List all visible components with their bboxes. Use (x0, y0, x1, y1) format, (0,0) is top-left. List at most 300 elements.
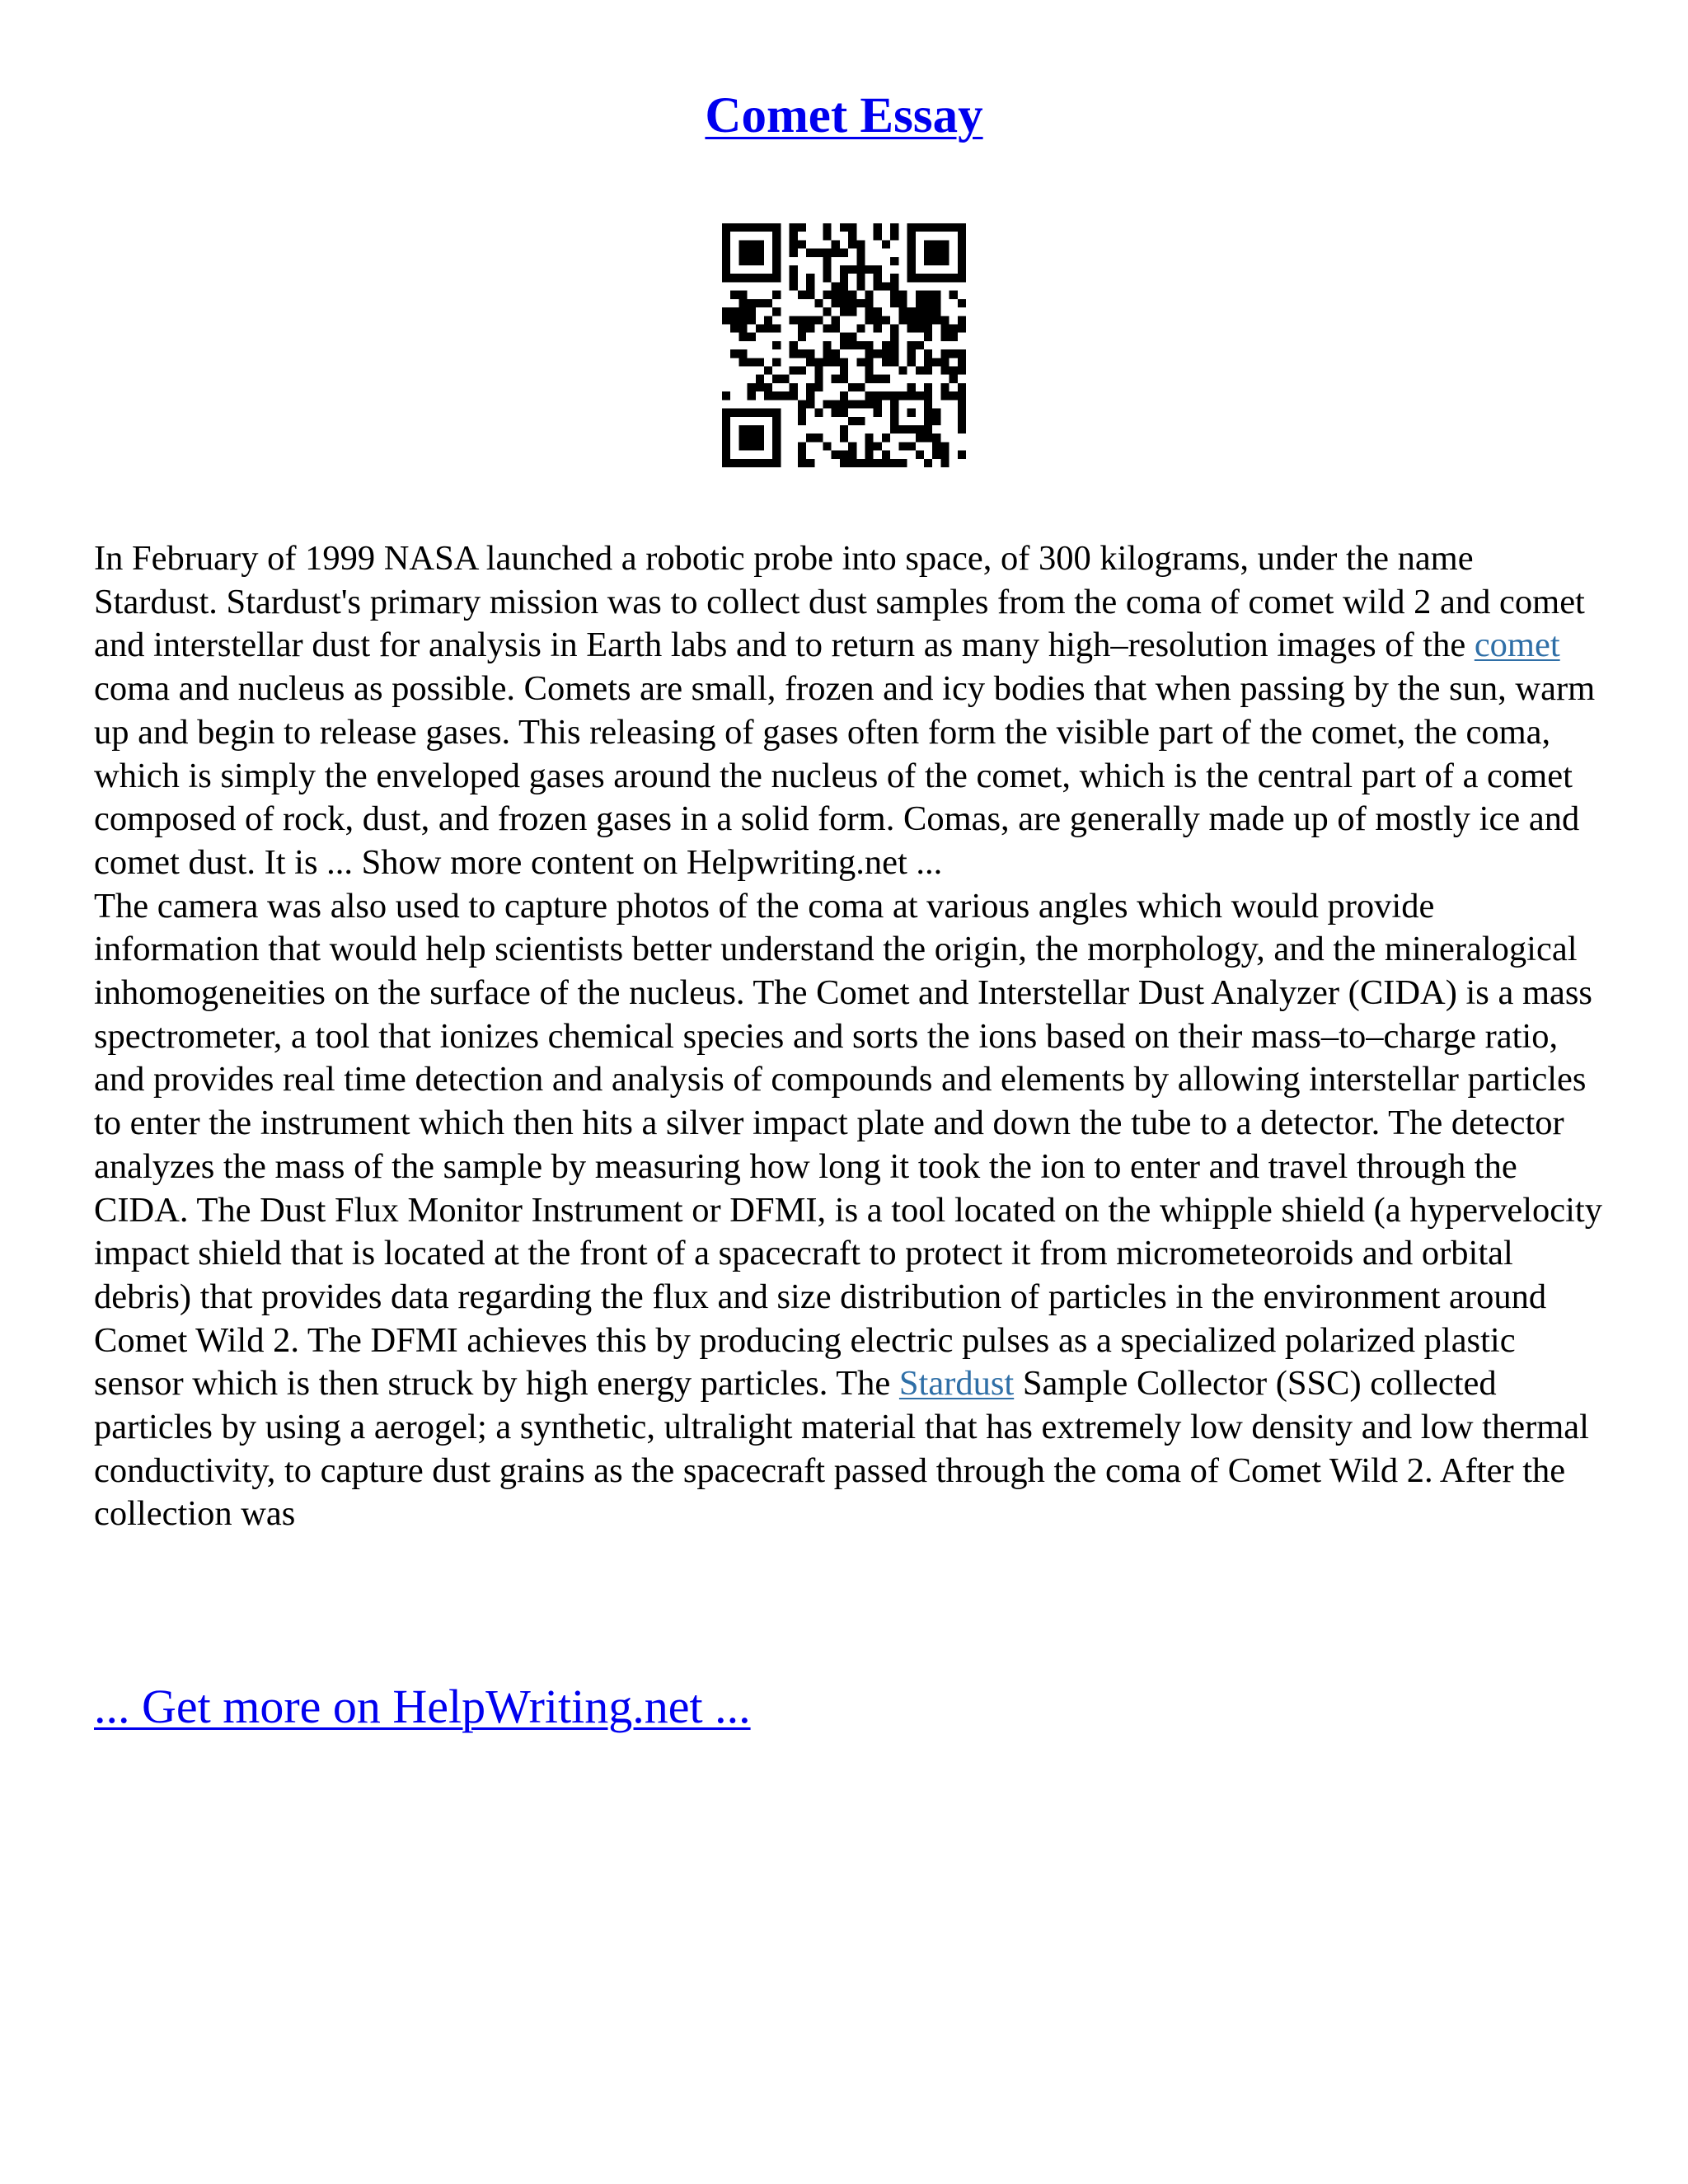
qr-module (890, 274, 898, 282)
qr-module (823, 265, 831, 274)
qr-module (940, 367, 949, 375)
qr-module (748, 459, 756, 467)
qr-module (856, 324, 865, 332)
qr-module (890, 358, 898, 366)
qr-module (932, 307, 940, 316)
qr-module (916, 274, 924, 282)
qr-module (890, 291, 898, 299)
qr-module (790, 383, 798, 391)
qr-module (924, 307, 932, 316)
qr-module (798, 316, 806, 324)
qr-module (814, 375, 823, 383)
qr-module (730, 316, 738, 324)
qr-module (882, 459, 890, 467)
qr-module (730, 291, 738, 299)
qr-module (832, 299, 840, 307)
qr-module (840, 391, 848, 400)
qr-module (848, 333, 856, 341)
qr-module (772, 232, 781, 240)
qr-module (738, 442, 747, 450)
qr-module (814, 383, 823, 391)
qr-module (738, 223, 747, 232)
qr-module (940, 358, 949, 366)
qr-module (840, 400, 848, 408)
get-more-section (94, 1678, 751, 1736)
qr-module (950, 291, 958, 299)
qr-module (772, 291, 781, 299)
qr-module (798, 324, 806, 332)
qr-module (823, 442, 831, 450)
qr-module (730, 307, 738, 316)
qr-module (958, 391, 966, 400)
qr-module (756, 240, 764, 248)
qr-module (940, 223, 949, 232)
qr-module (924, 240, 932, 248)
qr-module (806, 324, 814, 332)
qr-module (798, 367, 806, 375)
qr-module (840, 341, 848, 349)
qr-module (907, 349, 916, 358)
qr-module (738, 409, 747, 417)
qr-module (756, 299, 764, 307)
qr-module (764, 367, 772, 375)
qr-module (940, 274, 949, 282)
qr-module (748, 299, 756, 307)
qr-module (840, 459, 848, 467)
qr-module (840, 333, 848, 341)
qr-module (865, 434, 874, 442)
stardust-link[interactable]: Stardust (898, 1364, 1015, 1404)
qr-module (722, 265, 730, 274)
qr-module (856, 459, 865, 467)
qr-module (748, 391, 756, 400)
qr-module (865, 367, 874, 375)
qr-module (916, 451, 924, 459)
qr-module (722, 316, 730, 324)
qr-module (865, 400, 874, 408)
qr-module (890, 232, 898, 240)
qr-module (958, 324, 966, 332)
qr-module (848, 265, 856, 274)
qr-module (848, 442, 856, 450)
qr-module (722, 417, 730, 425)
qr-module (722, 409, 730, 417)
qr-module (932, 223, 940, 232)
qr-module (890, 349, 898, 358)
qr-module (764, 391, 772, 400)
qr-module (756, 425, 764, 434)
qr-module (940, 391, 949, 400)
qr-module (722, 442, 730, 450)
qr-module (950, 391, 958, 400)
qr-module (958, 249, 966, 257)
qr-module (924, 324, 932, 332)
qr-module (748, 434, 756, 442)
qr-module (898, 442, 907, 450)
qr-module (856, 282, 865, 290)
qr-module (772, 391, 781, 400)
qr-module (806, 316, 814, 324)
qr-module (907, 358, 916, 366)
qr-module (932, 417, 940, 425)
qr-module (790, 240, 798, 248)
qr-module (890, 391, 898, 400)
qr-module (865, 451, 874, 459)
qr-module (814, 434, 823, 442)
qr-module (832, 316, 840, 324)
qr-module (856, 417, 865, 425)
qr-module (764, 459, 772, 467)
qr-module (748, 257, 756, 265)
qr-module (814, 299, 823, 307)
paragraph-1 (94, 537, 1602, 885)
essay-body (94, 537, 1602, 1536)
qr-module (958, 274, 966, 282)
qr-module (823, 223, 831, 232)
qr-module (890, 257, 898, 265)
qr-module (840, 409, 848, 417)
qr-module (907, 383, 916, 391)
qr-module (856, 265, 865, 274)
qr-module (865, 299, 874, 307)
qr-module (722, 249, 730, 257)
qr-module (865, 291, 874, 299)
qr-module (814, 249, 823, 257)
qr-module (932, 442, 940, 450)
comet-link[interactable]: comet (1474, 626, 1560, 665)
qr-module (924, 299, 932, 307)
qr-module (790, 232, 798, 240)
qr-module (907, 223, 916, 232)
qr-module (932, 249, 940, 257)
qr-module (722, 257, 730, 265)
qr-module (924, 223, 932, 232)
qr-module (738, 316, 747, 324)
qr-module (848, 223, 856, 232)
qr-module (848, 240, 856, 248)
qr-module (730, 409, 738, 417)
qr-module (832, 400, 840, 408)
qr-module (940, 442, 949, 450)
qr-module (865, 375, 874, 383)
qr-module (748, 307, 756, 316)
qr-module (907, 307, 916, 316)
qr-module (823, 324, 831, 332)
qr-module (848, 459, 856, 467)
qr-module (814, 367, 823, 375)
qr-module (907, 257, 916, 265)
qr-module (798, 409, 806, 417)
get-more-link[interactable]: ... Get more on HelpWriting.net ... (94, 1680, 751, 1733)
qr-module (848, 451, 856, 459)
qr-module (848, 417, 856, 425)
qr-module (924, 274, 932, 282)
qr-module (738, 274, 747, 282)
qr-module (756, 249, 764, 257)
qr-module (907, 324, 916, 332)
qr-module (798, 400, 806, 408)
qr-module (958, 257, 966, 265)
qr-module (748, 274, 756, 282)
qr-module (722, 391, 730, 400)
qr-module (890, 425, 898, 434)
qr-module (856, 249, 865, 257)
qr-module (874, 391, 882, 400)
qr-module (907, 442, 916, 450)
qr-module (772, 442, 781, 450)
qr-module (916, 425, 924, 434)
qr-module (874, 232, 882, 240)
qr-module (924, 316, 932, 324)
qr-module (832, 291, 840, 299)
qr-module (840, 434, 848, 442)
qr-module (924, 409, 932, 417)
qr-module (856, 358, 865, 366)
qr-module (924, 358, 932, 366)
qr-module (772, 425, 781, 434)
qr-module (722, 451, 730, 459)
qr-module (898, 291, 907, 299)
qr-module (898, 391, 907, 400)
qr-module (738, 257, 747, 265)
qr-module (865, 316, 874, 324)
qr-module (874, 223, 882, 232)
qr-module (823, 400, 831, 408)
qr-module (730, 274, 738, 282)
qr-module (832, 358, 840, 366)
qr-module (874, 459, 882, 467)
qr-module (932, 434, 940, 442)
qr-module (738, 349, 747, 358)
qr-module (832, 240, 840, 248)
qr-module (932, 240, 940, 248)
qr-module (730, 223, 738, 232)
qr-module (882, 391, 890, 400)
qr-module (722, 240, 730, 248)
qr-module (907, 240, 916, 248)
qr-module (840, 282, 848, 290)
qr-module (806, 358, 814, 366)
qr-module (798, 451, 806, 459)
qr-module (798, 349, 806, 358)
qr-module (798, 442, 806, 450)
qr-module (907, 316, 916, 324)
qr-module (772, 358, 781, 366)
qr-module (764, 409, 772, 417)
qr-module (958, 367, 966, 375)
qr-code-graphic (722, 223, 966, 467)
paragraph-2-text-b: Sample Collector (SSC) collected particles by using a aerogel; a synthetic, ultralight material that has extremely low density and low thermal conductivity, to capture dust grains as the spacecraft passed through the coma of Comet Wild 2. After the collection was (94, 1364, 1589, 1534)
qr-module (756, 324, 764, 332)
qr-module (907, 232, 916, 240)
qr-module (814, 316, 823, 324)
qr-module (958, 425, 966, 434)
qr-module (748, 358, 756, 366)
qr-module (898, 307, 907, 316)
qr-module (882, 240, 890, 248)
qr-module (840, 299, 848, 307)
qr-module (882, 341, 890, 349)
qr-module (916, 223, 924, 232)
qr-module (772, 324, 781, 332)
qr-module (882, 316, 890, 324)
qr-module (772, 249, 781, 257)
qr-module (756, 459, 764, 467)
qr-module (950, 349, 958, 358)
qr-module (848, 341, 856, 349)
qr-module (898, 425, 907, 434)
qr-module (823, 257, 831, 265)
qr-module (874, 400, 882, 408)
qr-module (798, 459, 806, 467)
qr-module (772, 375, 781, 383)
qr-module (840, 291, 848, 299)
qr-module (865, 349, 874, 358)
qr-module (738, 459, 747, 467)
qr-module (874, 324, 882, 332)
qr-module (924, 459, 932, 467)
qr-module (823, 358, 831, 366)
qr-module (764, 316, 772, 324)
qr-module (907, 341, 916, 349)
qr-module (924, 333, 932, 341)
qr-module (806, 400, 814, 408)
qr-module (958, 400, 966, 408)
qr-module (856, 257, 865, 265)
qr-module (840, 358, 848, 366)
qr-module (748, 442, 756, 450)
qr-module (924, 367, 932, 375)
qr-module (738, 324, 747, 332)
qr-module (958, 451, 966, 459)
title-link[interactable]: Comet Essay (705, 88, 983, 143)
qr-module (738, 299, 747, 307)
qr-module (874, 274, 882, 282)
qr-module (722, 232, 730, 240)
qr-module (781, 375, 789, 383)
qr-module (882, 349, 890, 358)
qr-module (772, 265, 781, 274)
qr-module (748, 383, 756, 391)
qr-module (890, 223, 898, 232)
qr-module (924, 383, 932, 391)
qr-module (865, 265, 874, 274)
qr-module (798, 240, 806, 248)
qr-module (790, 223, 798, 232)
qr-module (950, 367, 958, 375)
qr-module (722, 425, 730, 434)
qr-module (748, 249, 756, 257)
qr-module (806, 459, 814, 467)
qr-module (890, 409, 898, 417)
qr-module (848, 232, 856, 240)
qr-module (865, 459, 874, 467)
qr-module (907, 425, 916, 434)
qr-module (832, 324, 840, 332)
qr-module (790, 349, 798, 358)
qr-module (916, 316, 924, 324)
qr-module (958, 417, 966, 425)
qr-module (722, 223, 730, 232)
qr-module (764, 274, 772, 282)
qr-module (916, 341, 924, 349)
qr-module (823, 307, 831, 316)
qr-module (898, 459, 907, 467)
qr-module (840, 375, 848, 383)
paragraph-2-text-a: The camera was also used to capture photos of the coma at various angles which would provide information that would help scientists better understand the origin, the morphology, and the mineralogical inhomogeneities on the surface of the nucleus. The Comet and Interstellar Dust Analyzer (CIDA) is a mass spectrometer, a tool that ionizes chemical species and sorts the ions based on their mass–to–charge ratio, and provides real time detection and analysis of compounds and elements by allowing interstellar particles to enter the instrument which then hits a silver impact plate and down the tube to a detector. The detector analyzes the mass of the sample by measuring how long it took the ion to enter and travel through the CIDA. The Dust Flux Monitor Instrument or DFMI, is a tool located on the whipple shield (a hypervelocity impact shield that is located at the front of a spacecraft to protect it from micrometeoroids and orbital debris) that provides data regarding the flux and size distribution of particles in the environment around Comet Wild 2. The DFMI achieves this by producing electric pulses as a specialized polarized plastic sensor which is then struck by high energy particles. The (94, 886, 1602, 1404)
qr-module (772, 459, 781, 467)
qr-module (940, 240, 949, 248)
qr-module (840, 307, 848, 316)
qr-module (798, 223, 806, 232)
qr-module (940, 316, 949, 324)
qr-module (798, 291, 806, 299)
qr-module (950, 375, 958, 383)
qr-module (756, 434, 764, 442)
qr-module (832, 282, 840, 290)
qr-module (748, 333, 756, 341)
qr-module (898, 367, 907, 375)
qr-module (916, 299, 924, 307)
qr-module (806, 349, 814, 358)
qr-module (848, 299, 856, 307)
qr-module (874, 349, 882, 358)
qr-module (840, 265, 848, 274)
qr-module (898, 299, 907, 307)
qr-module (890, 417, 898, 425)
qr-module (924, 417, 932, 425)
qr-module (932, 274, 940, 282)
qr-module (814, 409, 823, 417)
qr-module (848, 383, 856, 391)
qr-module (781, 391, 789, 400)
qr-module (738, 307, 747, 316)
qr-module (790, 282, 798, 290)
qr-module (772, 274, 781, 282)
qr-module (940, 333, 949, 341)
qr-module (756, 375, 764, 383)
qr-module (932, 358, 940, 366)
qr-module (874, 442, 882, 450)
qr-module (772, 434, 781, 442)
qr-module (772, 257, 781, 265)
qr-module (882, 375, 890, 383)
qr-module (790, 249, 798, 257)
qr-module (756, 358, 764, 366)
qr-module (856, 400, 865, 408)
qr-module (890, 459, 898, 467)
qr-module (924, 434, 932, 442)
qr-module (874, 375, 882, 383)
qr-module (882, 358, 890, 366)
qr-module (907, 391, 916, 400)
qr-module (840, 274, 848, 282)
qr-module (748, 409, 756, 417)
qr-module (738, 240, 747, 248)
qr-module (806, 274, 814, 282)
qr-module (764, 299, 772, 307)
qr-module (832, 451, 840, 459)
qr-module (856, 240, 865, 248)
qr-module (932, 409, 940, 417)
qr-module (958, 232, 966, 240)
qr-module (832, 375, 840, 383)
qr-module (840, 223, 848, 232)
page-title (0, 86, 1688, 146)
qr-module (806, 282, 814, 290)
qr-module (748, 240, 756, 248)
qr-module (772, 307, 781, 316)
